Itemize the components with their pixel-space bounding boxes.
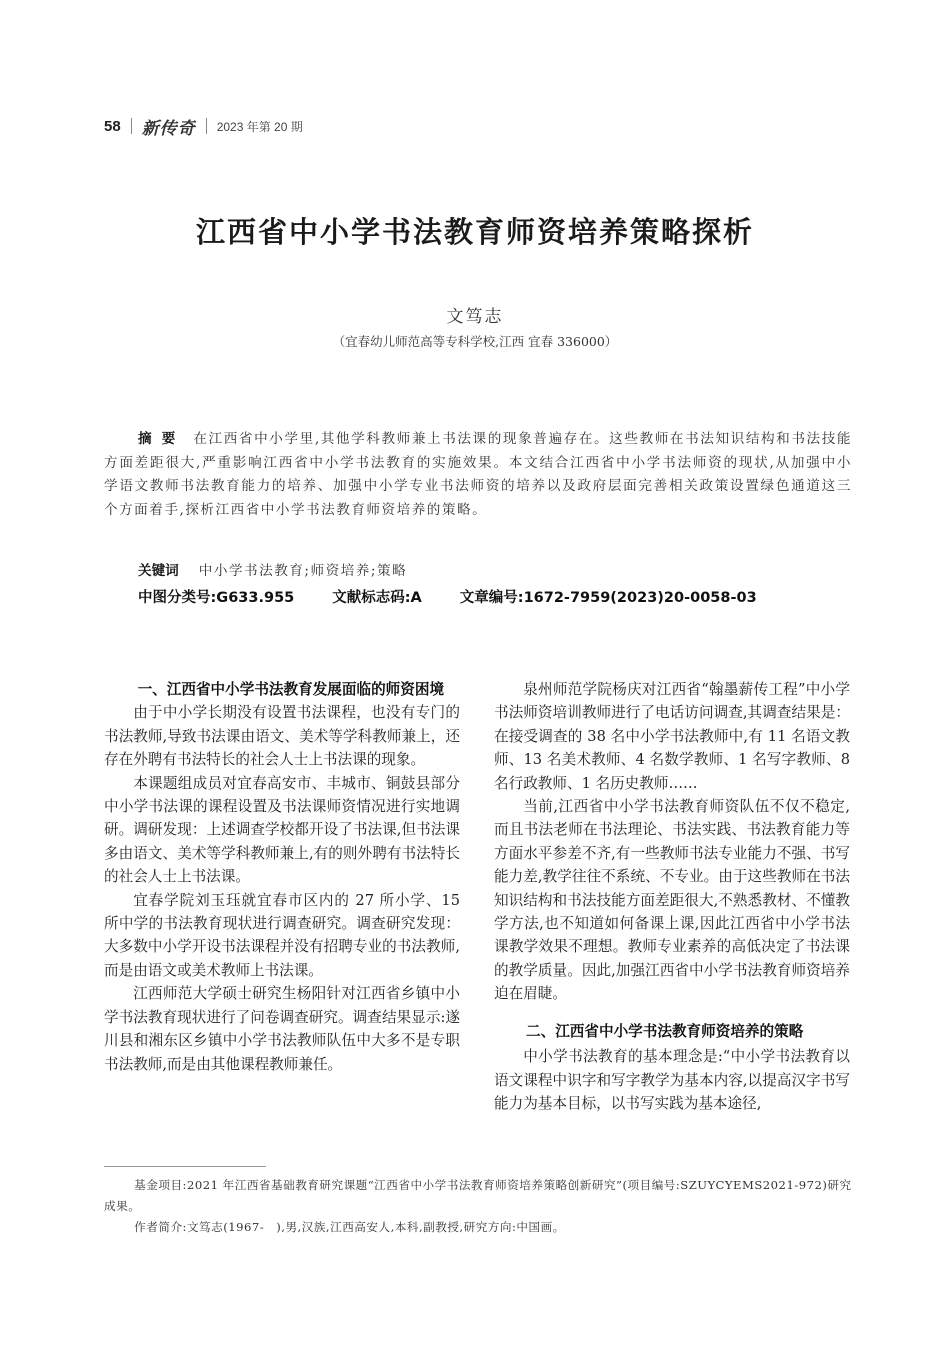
footnote-funding: 基金项目:2021 年江西省基础教育研究课题“江西省中小学书法教育师资培养策略创新研究”(项目编号:SZUYCYEMS2021-972)研究成果。 [104, 1178, 852, 1213]
paragraph: 中小学书法教育的基本理念是:“中小学书法教育以语文课程中识字和写字教学为基本内容,以提高汉字书写能力为基本目标，以书写实践为基本途径, [494, 1048, 850, 1112]
paragraph: 泉州师范学院杨庆对江西省“翰墨薪传工程”中小学书法师资培训教师进行了电话访问调查,其调查结果是：在接受调查的 38 名中小学书法教师中,有 11 名语文教师、13 名美术教师、4 名数学教师、1 名写字教师、8 名行政教师、1 名历史教师…… [494, 681, 850, 792]
footnotes [104, 1175, 856, 1238]
page-number: 58 [104, 117, 121, 135]
section-heading: 一、江西省中小学书法教育发展面临的师资困境 [137, 681, 445, 698]
abstract [104, 428, 852, 522]
left-column [104, 678, 460, 1076]
article-number: 文章编号:1672-7959(2023)20-0058-03 [459, 590, 757, 606]
document-code: 文献标志码:A [332, 590, 422, 606]
abstract-label: 摘要 [138, 431, 186, 447]
keywords [138, 559, 407, 579]
issue-label: 2023 年第 20 期 [216, 119, 303, 134]
header-divider [131, 118, 132, 134]
footnote-author-bio: 作者简介:文笃志(1967- ),男,汉族,江西高安人,本科,副教授,研究方向:中国画。 [134, 1220, 565, 1234]
article-title: 江西省中小学书法教育师资培养策略探析 [195, 215, 754, 249]
paragraph: 当前,江西省中小学书法教育师资队伍不仅不稳定,而且书法老师在书法理论、书法实践、书法教育能力等方面水平参差不齐,有一些教师书法专业能力不强、书写能力差,教学往往不系统、不专业。由于这些教师在书法知识结构和书法技能方面差距很大,不熟悉教材、不懂教学方法,也不知道如何备课上课,因此江西省中小学书法课教学效果不理想。教师专业素养的高低决定了书法课的教学质量。因此,加强江西省中小学书法教育师资培养迫在眉睫。 [494, 798, 850, 1003]
classification-line [138, 586, 757, 607]
paragraph: 江西师范大学硕士研究生杨阳针对江西省乡镇中小学书法教育现状进行了问卷调查研究。调查结果显示:遂川县和湘东区乡镇中小学书法教师队伍中大多不是专职书法教师,而是由其他课程教师兼任。 [104, 985, 460, 1073]
abstract-text: 在江西省中小学里,其他学科教师兼上书法课的现象普遍存在。这些教师在书法知识结构和书法技能方面差距很大,严重影响江西省中小学书法教育的实施效果。本文结合江西省中小学书法师资的现状,从加强中小学语文教师书法教育能力的培养、加强中小学专业书法师资的培养以及政府层面完善相关政策设置绿色通道这三个方面着手,探析江西省中小学书法教育师资培养的策略。 [104, 431, 853, 518]
author-name: 文笃志 [446, 307, 504, 327]
footnote-rule [104, 1166, 266, 1167]
right-column [494, 678, 850, 1115]
paragraph: 由于中小学长期没有设置书法课程，也没有专门的书法教师,导致书法课由语文、美术等学科教师兼上，还存在外聘有书法特长的社会人士上书法课的现象。 [104, 704, 460, 769]
paragraph: 宜春学院刘玉珏就宜春市区内的 27 所小学、15 所中学的书法教育现状进行调查研究。调查研究发现：大多数中小学开设书法课程并没有招聘专业的书法教师,而是由语文或美术教师上书法课。 [104, 891, 460, 979]
header-divider [206, 118, 207, 134]
keywords-text: 中小学书法教育;师资培养;策略 [198, 563, 408, 579]
section-heading: 二、江西省中小学书法教育师资培养的策略 [526, 1022, 804, 1040]
author-affiliation: （宜春幼儿师范高等专科学校,江西 宜春 336000） [332, 334, 618, 349]
keywords-label: 关键词 [138, 563, 179, 579]
page-header [104, 114, 303, 138]
paragraph: 本课题组成员对宜春高安市、丰城市、铜鼓县部分中小学书法课的课程设置及书法课师资情况进行实地调研。调研发现：上述调查学校都开设了书法课,但书法课多由语文、美术等学科教师兼上,有的则外聘有书法特长的社会人士上书法课。 [104, 774, 460, 886]
journal-logo: 新传奇 [141, 118, 196, 139]
clc-number: 中图分类号:G633.955 [138, 590, 295, 606]
